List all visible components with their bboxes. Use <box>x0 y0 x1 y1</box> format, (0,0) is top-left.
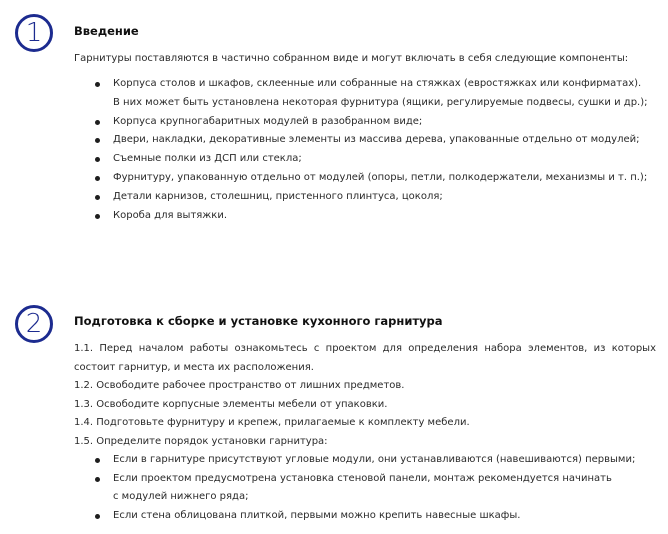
list-item <box>0 75 648 94</box>
bullet-icon <box>95 157 100 162</box>
list-item-text: Съемные полки из ДСП или стекла; <box>113 153 302 165</box>
bullet-icon <box>95 82 100 87</box>
list-item <box>0 113 648 132</box>
list-item <box>0 150 648 169</box>
list-item-text: Двери, накладки, декоративные элементы из массива дерева, упакованные отдельно от модулей; <box>113 134 640 146</box>
intro-paragraph: Гарнитуры поставляются в частично собранном виде и могут включать в себя следующие компоненты: <box>74 53 629 64</box>
bullet-icon <box>95 477 100 482</box>
list-item-continuation <box>0 94 648 113</box>
section-number-badge: 1 <box>15 14 53 52</box>
section-title: Введение <box>74 24 139 38</box>
step-text: 1.1. Перед началом работы ознакомьтесь с проектом для определения набора элементов, из которых <box>74 343 656 354</box>
components-list <box>0 75 648 225</box>
list-item-text: Если стена облицована плиткой, первыми можно крепить навесные шкафы. <box>113 509 521 521</box>
list-item-text: Фурнитуру, упакованную отдельно от модулей (опоры, петли, полкодержатели, механизмы и т. п.); <box>113 171 648 183</box>
step-text-continuation: состоит гарнитур, и места их расположения. <box>74 361 314 373</box>
list-item-text: Если в гарнитуре присутствуют угловые модули, они устанавливаются (навешиваются) первыми; <box>113 454 636 465</box>
bullet-icon <box>95 195 100 200</box>
list-item-text: с модулей нижнего ряда; <box>113 491 249 502</box>
list-item-text: Корпуса столов и шкафов, склеенные или собранные на стяжках (евростяжках или конфирматах). <box>113 78 642 89</box>
list-item <box>0 451 635 470</box>
step-text: 1.4. Подготовьте фурнитуру и крепеж, прилагаемые к комплекту мебели. <box>74 417 470 428</box>
list-item-text: В них может быть установлена некоторая фурнитура (ящики, регулируемые подвесы, сушки и др.); <box>113 96 648 108</box>
bullet-icon <box>95 120 100 125</box>
bullet-icon <box>95 138 100 143</box>
list-item <box>0 131 648 150</box>
list-item <box>0 207 648 226</box>
installation-order-list <box>0 451 635 525</box>
bullet-icon <box>95 176 100 181</box>
step-text: 1.5. Определите порядок установки гарнитура: <box>74 435 328 447</box>
section-number-badge: 2 <box>15 305 53 343</box>
list-item-text: Детали карнизов, столешниц, пристенного плинтуса, цоколя; <box>113 190 443 202</box>
list-item-text: Корпуса крупногабаритных модулей в разобранном виде; <box>113 115 423 127</box>
list-item <box>0 507 635 526</box>
list-item <box>0 188 648 207</box>
list-item <box>0 169 648 188</box>
section-title: Подготовка к сборке и установке кухонного гарнитура <box>74 314 443 328</box>
list-item-continuation <box>0 488 635 507</box>
step-text: 1.2. Освободите рабочее пространство от лишних предметов. <box>74 380 405 391</box>
steps-list <box>74 340 656 451</box>
list-item <box>0 470 635 489</box>
step-text: 1.3. Освободите корпусные элементы мебели от упаковки. <box>74 398 388 410</box>
bullet-icon <box>95 514 100 519</box>
bullet-icon <box>95 214 100 219</box>
list-item-text: Если проектом предусмотрена установка стеновой панели, монтаж рекомендуется начинать <box>113 472 612 484</box>
bullet-icon <box>95 458 100 463</box>
list-item-text: Короба для вытяжки. <box>113 209 228 221</box>
